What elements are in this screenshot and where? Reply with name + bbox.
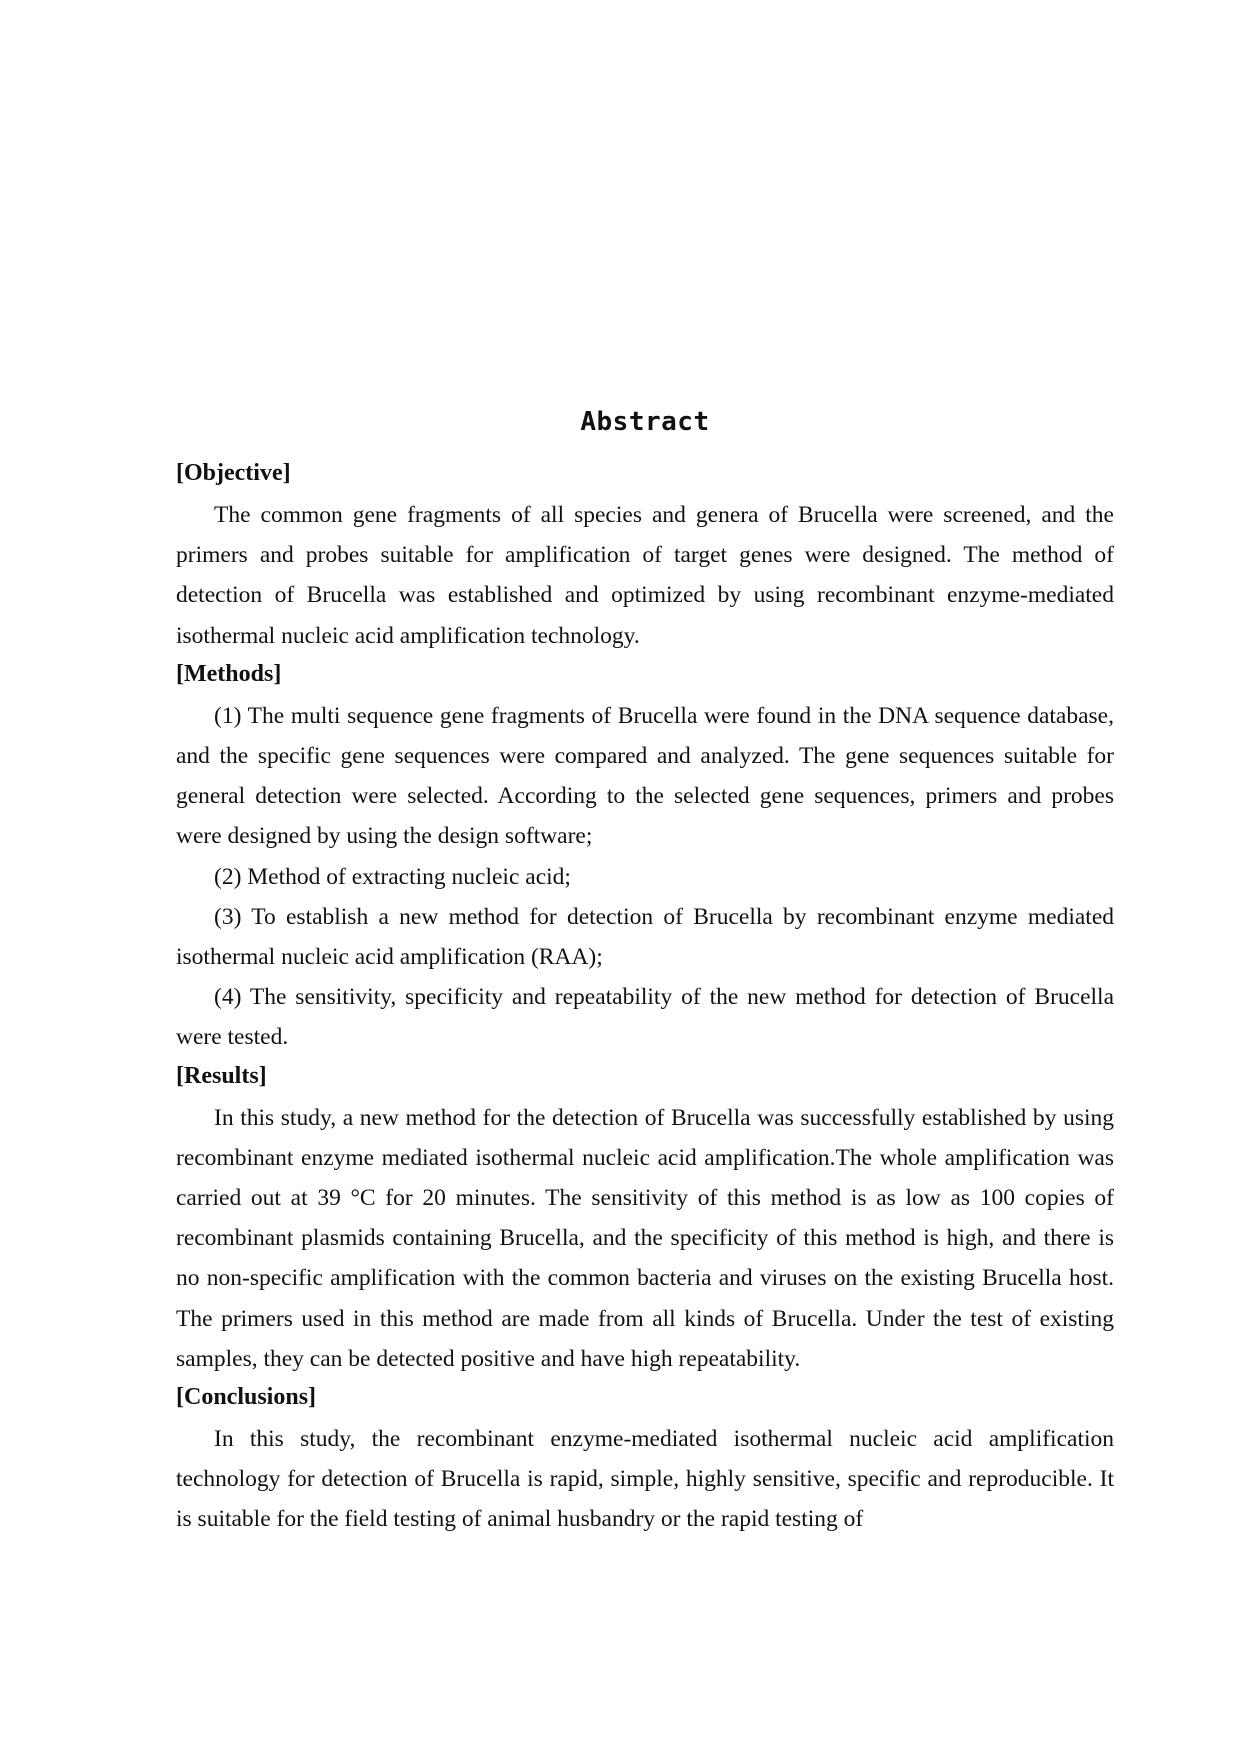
section-results <box>176 1060 1114 1379</box>
section-heading-objective: [Objective] <box>176 460 291 486</box>
conclusions-paragraph: In this study, the recombinant enzyme-mediated isothermal nucleic acid amplification technology for detection of Brucella is rapid, simple, highly sensitive, specific and reproducible. It is suitable for the field testing of animal husbandry or the rapid testing of <box>176 1426 1114 1533</box>
methods-item-4: (4) The sensitivity, specificity and repeatability of the new method for detection of Brucella were tested. <box>176 984 1114 1051</box>
section-methods <box>176 658 1114 1058</box>
abstract-title: Abstract <box>580 407 710 437</box>
objective-paragraph: The common gene fragments of all species and genera of Brucella were screened, and the primers and probes suitable for amplification of target genes were designed. The method of detection of Brucella was established and optimized by using recombinant enzyme-mediated isothermal nucleic acid amplification technology. <box>176 502 1114 649</box>
methods-item-2: (2) Method of extracting nucleic acid; <box>214 863 571 890</box>
results-paragraph: In this study, a new method for the detection of Brucella was successfully established by using recombinant enzyme mediated isothermal nucleic acid amplification.The whole amplification was carried out at 39 °C for 20 minutes. The sensitivity of this method is as low as 100 copies of recombinant plasmids containing Brucella, and the specificity of this method is high, and there is no non-specific amplification with the common bacteria and viruses on the existing Brucella host. The primers used in this method are made from all kinds of Brucella. Under the test of existing samples, they can be detected positive and have high repeatability. <box>176 1104 1114 1372</box>
section-objective <box>176 457 1114 656</box>
section-heading-results: [Results] <box>176 1062 267 1089</box>
section-heading-conclusions: [Conclusions] <box>176 1384 317 1411</box>
methods-item-3: (3) To establish a new method for detection of Brucella by recombinant enzyme mediated isothermal nucleic acid amplification (RAA); <box>176 903 1114 971</box>
section-heading-methods: [Methods] <box>176 660 282 687</box>
methods-item-1: (1) The multi sequence gene fragments of Brucella were found in the DNA sequence database, and the specific gene sequences were compared and analyzed. The gene sequences suitable for general detection were selected. According to the selected gene sequences, primers and probes were designed by using the design software; <box>176 702 1114 850</box>
section-conclusions <box>176 1381 1114 1540</box>
abstract-body <box>176 402 1114 1540</box>
